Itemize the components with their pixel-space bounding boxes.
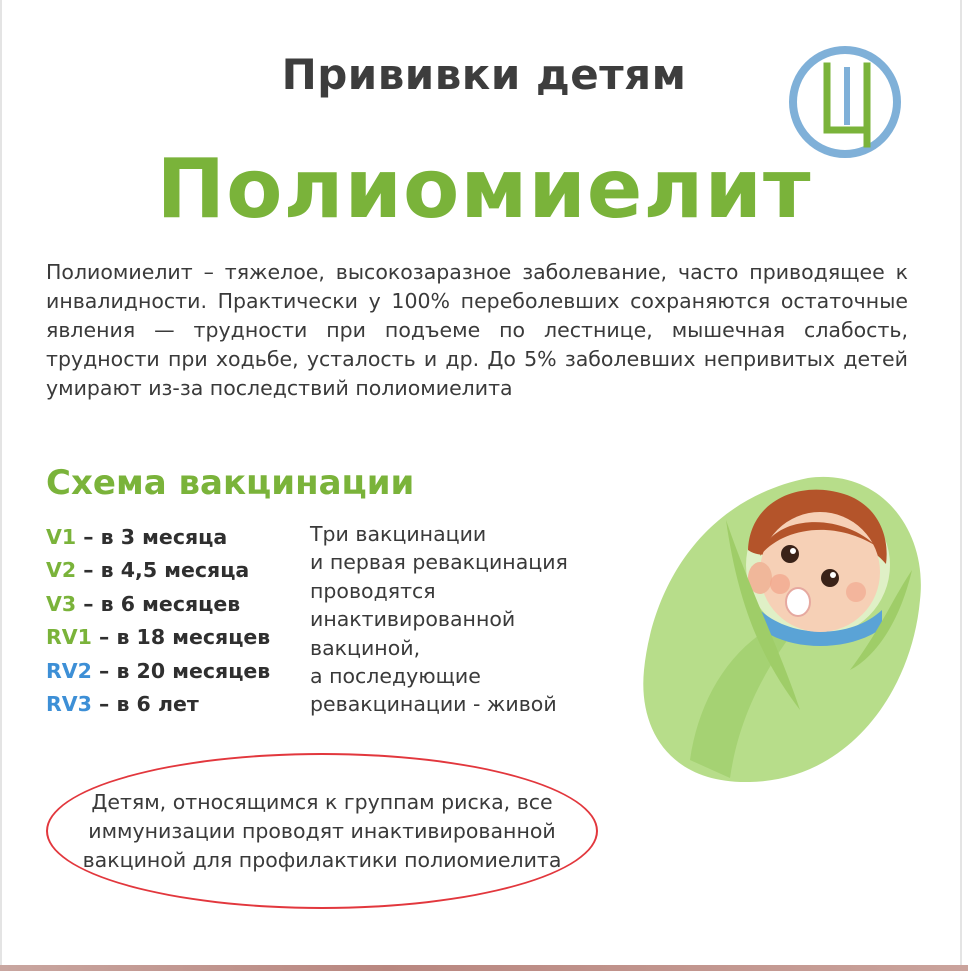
vaccination-schedule — [46, 521, 306, 721]
bottom-band — [0, 965, 968, 971]
schedule-text: – в 4,5 месяца — [76, 558, 250, 583]
schedule-row-v2 — [46, 554, 306, 587]
schedule-text: – в 6 лет — [91, 692, 199, 717]
note-line: а последующие — [310, 664, 481, 689]
risk-group-note — [46, 753, 598, 909]
schedule-text: – в 6 месяцев — [76, 591, 241, 616]
schedule-row-v3 — [46, 588, 306, 621]
schedule-code: V3 — [46, 591, 77, 616]
note-line: проводятся — [310, 578, 436, 603]
schedule-text: – в 20 месяцев — [91, 658, 271, 683]
risk-group-text: Детям, относящимся к группам риска, все иммунизации проводят инактивированной вакциной для профилактики полиомиелита — [82, 789, 562, 872]
schema-heading: Схема вакцинации — [46, 463, 415, 503]
note-line: ревакцинации - живой — [310, 692, 557, 717]
note-line: и первая ревакцинация — [310, 550, 568, 575]
schedule-row-v1 — [46, 521, 306, 554]
schedule-row-rv2 — [46, 655, 306, 688]
schedule-text: – в 18 месяцев — [91, 625, 271, 650]
vaccine-type-note — [310, 520, 620, 719]
schedule-code: V1 — [46, 525, 77, 549]
schedule-code: RV1 — [46, 625, 92, 650]
note-line: Три вакцинации — [310, 522, 487, 546]
schedule-code: RV3 — [46, 692, 92, 717]
swaddled-baby-illustration — [630, 460, 930, 790]
page-title: Полиомиелит — [156, 142, 812, 237]
disease-description: Полиомиелит – тяжелое, высокозаразное заболевание, часто приводящее к инвалидности. Практически у 100% переболевших сохраняются остаточные явления — трудности при подъеме по лестнице, мышечная слабость, трудности при ходьбе, усталость и др. До 5% заболевших непривитых детей умирают из-за последствий полиомиелита — [46, 260, 908, 400]
schedule-text: – в 3 месяца — [76, 525, 228, 549]
page-subtitle: Прививки детям — [281, 50, 687, 99]
note-line: инактивированной — [310, 607, 516, 632]
schedule-row-rv3 — [46, 688, 306, 721]
schedule-code: RV2 — [46, 658, 92, 683]
schedule-row-rv1 — [46, 621, 306, 654]
note-line: вакциной, — [310, 635, 421, 660]
schedule-code: V2 — [46, 558, 77, 583]
